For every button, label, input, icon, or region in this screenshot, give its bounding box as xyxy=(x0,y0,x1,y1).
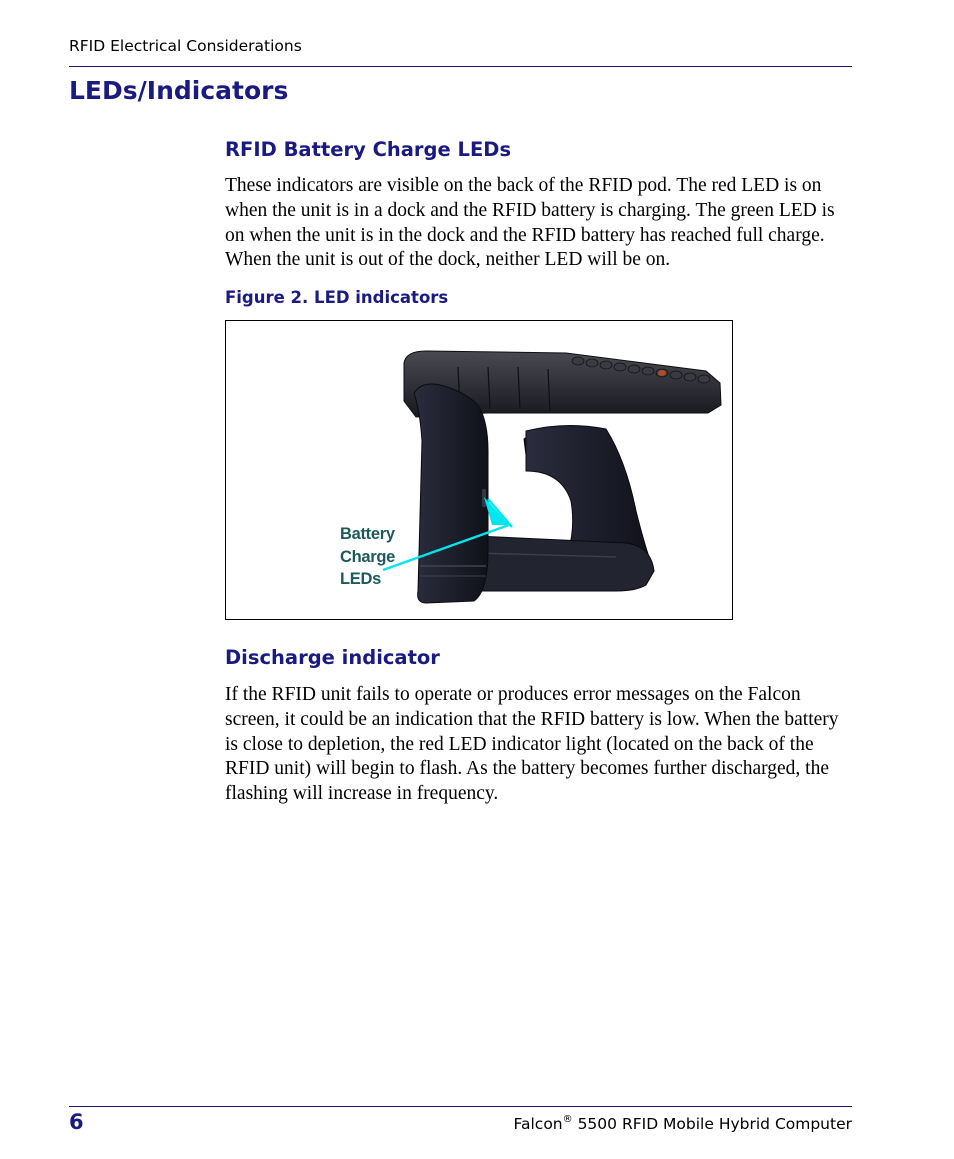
callout-line: Battery xyxy=(340,525,395,543)
callout-line: LEDs xyxy=(340,570,381,588)
registered-mark: ® xyxy=(562,1114,573,1125)
device-illustration xyxy=(226,321,734,621)
discharge-heading: Discharge indicator xyxy=(225,646,440,669)
callout-line: Charge xyxy=(340,547,396,566)
footer-title xyxy=(514,1114,853,1133)
footer-product-rest: 5500 RFID Mobile Hybrid Computer xyxy=(572,1115,852,1133)
battery-leds-paragraph: These indicators are visible on the back of the RFID pod. The red LED is on when the unit is in a dock and the RFID battery is charging. The green LED is on when the unit is in the dock and the RFID battery has reached full charge. When the unit is out of the dock, neither LED will be on. xyxy=(225,175,835,271)
section-title: LEDs/Indicators xyxy=(69,76,289,105)
footer-product: Falcon xyxy=(513,1115,563,1133)
page-number: 6 xyxy=(69,1110,84,1134)
figure-caption: Figure 2. LED indicators xyxy=(225,288,449,307)
battery-leds-heading: RFID Battery Charge LEDs xyxy=(225,138,512,161)
header-rule xyxy=(69,66,852,67)
discharge-paragraph: If the RFID unit fails to operate or produces error messages on the Falcon screen, it could be an indication that the RFID battery is low. When the battery is close to depletion, the red LED indicator light (located on the back of the RFID unit) will begin to flash. As the battery becomes further discharged, the flashing will increase in frequency. xyxy=(225,684,839,805)
led-figure xyxy=(225,320,733,620)
footer-rule xyxy=(69,1106,852,1107)
battery-led-callout xyxy=(340,523,395,591)
running-head: RFID Electrical Considerations xyxy=(69,37,302,55)
